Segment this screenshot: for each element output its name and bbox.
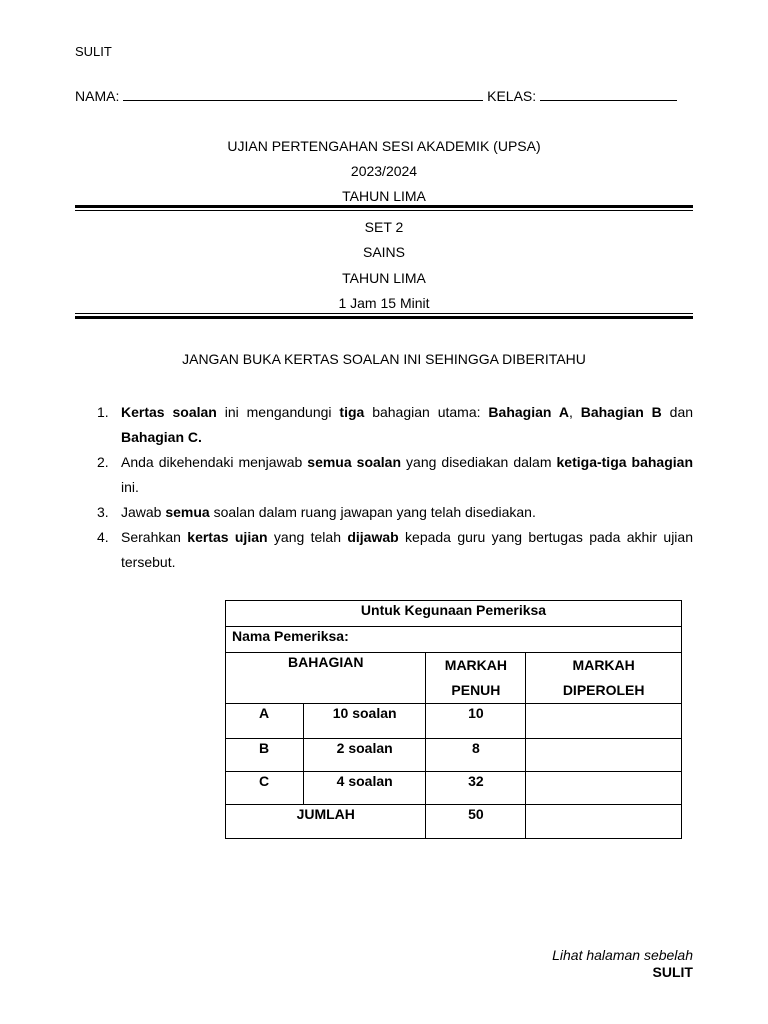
name-blank[interactable] xyxy=(123,99,483,101)
obtained-marks-cell[interactable] xyxy=(526,739,682,772)
col-header-obtained-line2: DIPEROLEH xyxy=(562,682,645,698)
total-full-marks: 50 xyxy=(426,805,526,839)
instruction-emphasis: tiga xyxy=(339,404,365,420)
instruction-emphasis: Bahagian A xyxy=(488,404,569,420)
col-header-full-marks-line1: MARKAH xyxy=(444,657,507,673)
section-cell: A xyxy=(226,704,304,739)
total-obtained-marks[interactable] xyxy=(526,805,682,839)
full-marks-cell: 10 xyxy=(426,704,526,739)
table-row xyxy=(226,739,682,772)
obtained-marks-cell[interactable] xyxy=(526,704,682,739)
double-rule-bottom-thin xyxy=(75,313,693,314)
instruction-run: Serahkan xyxy=(121,529,188,545)
confidential-label: SULIT xyxy=(75,44,112,59)
footer-confidential-label: SULIT xyxy=(652,964,693,980)
col-header-obtained xyxy=(526,653,682,704)
instruction-run: Anda dikehendaki menjawab xyxy=(121,454,308,470)
instruction-run: kepada guru yang bertugas pada akhir ujian tersebut. xyxy=(121,529,693,570)
questions-cell: 10 soalan xyxy=(303,704,426,739)
instruction-run: bahagian utama: xyxy=(364,404,489,420)
instruction-number: 1. xyxy=(97,404,109,420)
instruction-number: 4. xyxy=(97,529,109,545)
instruction-emphasis: semua xyxy=(165,504,210,520)
col-header-full-marks xyxy=(426,653,526,704)
col-header-full-marks-line2: PENUH xyxy=(451,682,501,698)
table-row xyxy=(226,772,682,805)
instruction-text xyxy=(121,404,693,445)
instruction-item xyxy=(97,500,693,525)
instruction-number: 2. xyxy=(97,454,109,470)
instruction-run: soalan dalam ruang jawapan yang telah disediakan. xyxy=(209,504,536,520)
instructions-list xyxy=(97,400,694,575)
instruction-item xyxy=(97,400,694,450)
instruction-emphasis: Kertas soalan xyxy=(121,404,217,420)
instruction-run: ini mengandungi xyxy=(216,404,340,420)
instruction-run: Jawab xyxy=(121,504,166,520)
section-cell: C xyxy=(226,772,304,805)
examiner-table xyxy=(225,600,682,839)
instruction-run: , xyxy=(568,404,581,420)
instruction-run: ini. xyxy=(121,479,139,495)
name-label: NAMA: xyxy=(75,88,120,104)
instruction-run: yang telah xyxy=(267,529,348,545)
instruction-text xyxy=(121,529,693,570)
next-page-note: Lihat halaman sebelah xyxy=(552,947,693,963)
instruction-emphasis: Bahagian B xyxy=(580,404,662,420)
academic-year: 2023/2024 xyxy=(350,163,418,179)
examiner-name-label: Nama Pemeriksa: xyxy=(226,627,682,653)
instruction-run: yang disediakan dalam xyxy=(401,454,557,470)
instruction-emphasis: ketiga-tiga bahagian xyxy=(556,454,693,470)
table-heading: Untuk Kegunaan Pemeriksa xyxy=(226,601,682,627)
exam-title: UJIAN PERTENGAHAN SESI AKADEMIK (UPSA) xyxy=(227,138,541,154)
instruction-emphasis: dijawab xyxy=(347,529,399,545)
instruction-emphasis: Bahagian C. xyxy=(121,429,202,445)
instruction-emphasis: kertas ujian xyxy=(187,529,268,545)
double-rule-top-thin xyxy=(75,210,693,211)
full-marks-cell: 32 xyxy=(426,772,526,805)
subject: SAINS xyxy=(362,244,405,260)
instruction-item xyxy=(97,525,693,575)
questions-cell: 4 soalan xyxy=(303,772,426,805)
instruction-item xyxy=(97,450,693,500)
questions-cell: 2 soalan xyxy=(303,739,426,772)
obtained-marks-cell[interactable] xyxy=(526,772,682,805)
instruction-run: dan xyxy=(661,404,694,420)
class-blank[interactable] xyxy=(540,99,677,101)
instruction-emphasis: semua soalan xyxy=(307,454,402,470)
col-header-obtained-line1: MARKAH xyxy=(572,657,635,673)
full-marks-cell: 8 xyxy=(426,739,526,772)
instruction-number: 3. xyxy=(97,504,109,520)
total-row xyxy=(226,805,682,839)
year-level: TAHUN LIMA xyxy=(342,270,426,286)
double-rule-bottom-thick xyxy=(75,316,693,319)
total-label: JUMLAH xyxy=(226,805,426,839)
name-class-line xyxy=(75,88,677,104)
title-year-level: TAHUN LIMA xyxy=(342,188,426,204)
set-number: SET 2 xyxy=(364,219,404,235)
instruction-text xyxy=(121,504,536,520)
duration: 1 Jam 15 Minit xyxy=(338,295,430,311)
instruction-text xyxy=(121,454,693,495)
col-header-section: BAHAGIAN xyxy=(226,653,426,704)
table-row xyxy=(226,704,682,739)
warning-text: JANGAN BUKA KERTAS SOALAN INI SEHINGGA DIBERITAHU xyxy=(182,351,586,367)
double-rule-top-thick xyxy=(75,205,693,208)
class-label: KELAS: xyxy=(487,88,537,104)
section-cell: B xyxy=(226,739,304,772)
